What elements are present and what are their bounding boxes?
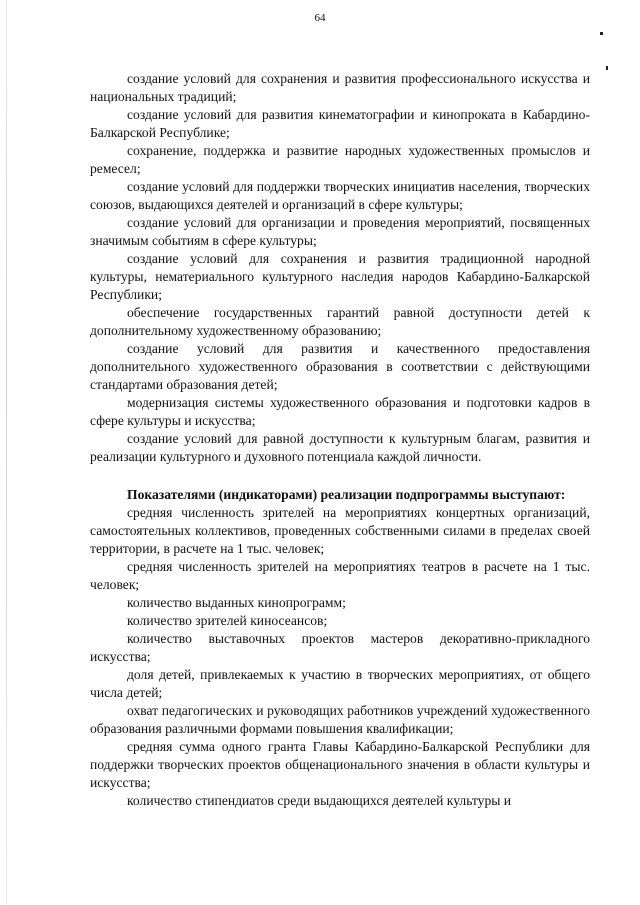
indicator-item: средняя численность зрителей на мероприятиях театров в расчете на 1 тыс. человек; bbox=[90, 559, 590, 592]
indicator-item: доля детей, привлекаемых к участию в творческих мероприятиях, от общего числа детей; bbox=[90, 667, 590, 700]
indicator-item: средняя сумма одного гранта Главы Кабардино-Балкарской Республики для поддержки творческих проектов общенационального значения в области культуры и искусства; bbox=[90, 739, 590, 790]
indicator-item: количество выданных кинопрограмм; bbox=[127, 595, 346, 610]
task-item: создание условий для организации и проведения мероприятий, посвященных значимым событиям в сфере культуры; bbox=[90, 215, 590, 248]
indicators-heading: Показателями (индикаторами) реализации подпрограммы выступают: bbox=[127, 487, 566, 502]
task-item: создание условий для развития и качественного предоставления дополнительного художественного образования в соответствии с действующими стандартами образования детей; bbox=[90, 341, 590, 392]
task-item: сохранение, поддержка и развитие народных художественных промыслов и ремесел; bbox=[90, 143, 590, 176]
indicator-item: средняя численность зрителей на мероприятиях концертных организаций, самостоятельных коллективов, проведенных собственными силами в пределах своей территории, в расчете на 1 тыс. человек; bbox=[90, 505, 590, 556]
task-item: создание условий для сохранения и развития профессионального искусства и национальных традиций; bbox=[90, 71, 590, 104]
task-item: создание условий для равной доступности к культурным благам, развития и реализации культурного и духовного потенциала каждой личности. bbox=[90, 431, 590, 464]
indicator-item: количество стипендиатов среди выдающихся деятелей культуры и bbox=[127, 793, 512, 808]
section-gap bbox=[90, 466, 590, 486]
scan-speck bbox=[600, 32, 603, 35]
task-item: создание условий для поддержки творческих инициатив населения, творческих союзов, выдающихся деятелей и организаций в сфере культуры; bbox=[90, 179, 590, 212]
task-item: создание условий для сохранения и развития традиционной народной культуры, нематериального культурного наследия народов Кабардино-Балкарской Республики; bbox=[90, 251, 590, 302]
task-item: создание условий для развития кинематографии и кинопроката в Кабардино-Балкарской Республике; bbox=[90, 107, 590, 140]
page-number: 64 bbox=[314, 12, 326, 24]
scan-edge-line bbox=[6, 0, 7, 905]
scan-speck bbox=[606, 66, 608, 70]
task-item: модернизация системы художественного образования и подготовки кадров в сфере культуры и искусства; bbox=[90, 395, 590, 428]
indicator-item: охват педагогических и руководящих работников учреждений художественного образования различными формами повышения квалификации; bbox=[90, 703, 590, 736]
document-body bbox=[90, 70, 590, 810]
indicator-item: количество выставочных проектов мастеров декоративно-прикладного искусства; bbox=[90, 631, 590, 664]
indicator-item: количество зрителей киносеансов; bbox=[127, 613, 328, 628]
task-item: обеспечение государственных гарантий равной доступности детей к дополнительному художественному образованию; bbox=[90, 305, 590, 338]
